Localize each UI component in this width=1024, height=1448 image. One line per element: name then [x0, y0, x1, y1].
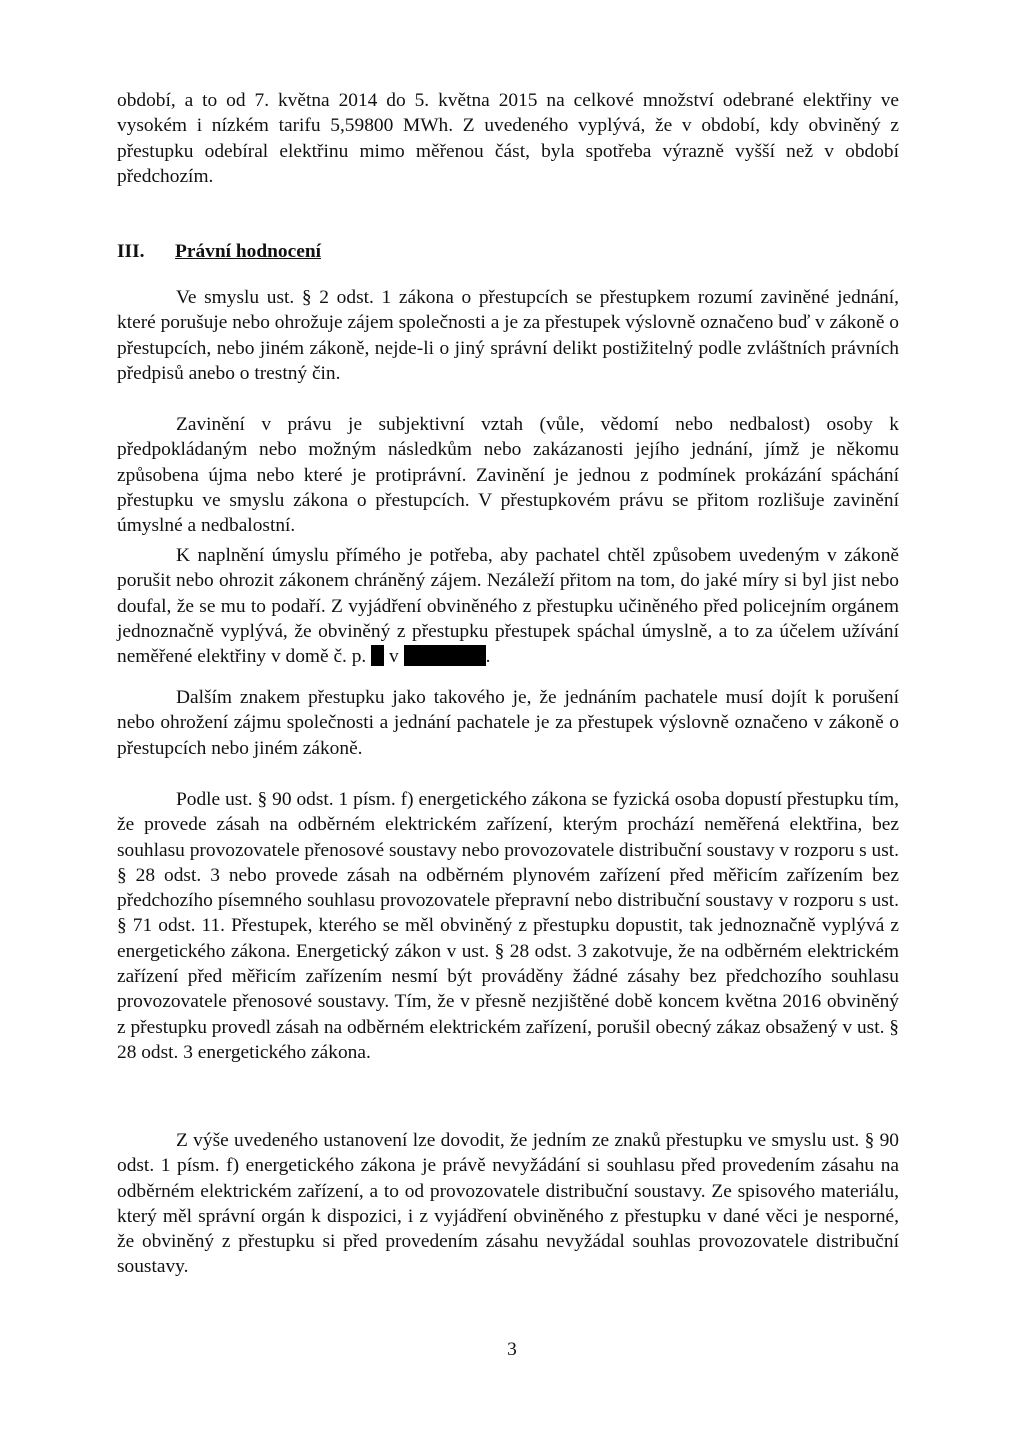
- page-number: 3: [507, 1339, 517, 1360]
- section-heading: [117, 241, 321, 263]
- paragraph-conclusion: Z výše uvedeného ustanovení lze dovodit, že jedním ze znaků přestupku ve smyslu ust. § 90 odst. 1 písm. f) energetického zákona je právě nevyžádání si souhlasu před provedením zásahu na odběrném elektrickém zařízení, a to od provozovatele distribuční soustavy. Ze spisového materiálu, který měl správní orgán k dispozici, i z vyjádření obviněného z přestupku v dané věci je nesporné, že obviněný z přestupku si před provedením zásahu nevyžádal souhlas provozovatele distribuční soustavy.: [117, 1130, 899, 1278]
- paragraph-social-interest: Dalším znakem přestupku jako takového je, že jednáním pachatele musí dojít k porušení nebo ohrožení zájmu společnosti a jednání pachatele je za přestupek výslovně označeno v zákoně o přestupcích nebo jiném zákoně.: [117, 687, 899, 759]
- redaction-block: [371, 645, 384, 666]
- section-number: III.: [117, 241, 145, 262]
- paragraph-consumption: období, a to od 7. května 2014 do 5. května 2015 na celkové množství odebrané elektřiny ve vysokém i nízkém tarifu 5,59800 MWh. Z uvedeného vyplývá, že v období, kdy obviněný z přestupku odebíral elektřinu mimo měřenou část, byla spotřeba výrazně vyšší než v období předchozím.: [117, 90, 899, 187]
- section-title: Právní hodnocení: [175, 241, 321, 262]
- redaction-block: [404, 645, 486, 666]
- paragraph-intent-connector: v: [389, 646, 399, 668]
- paragraph-intent-end: .: [485, 646, 491, 668]
- paragraph-intent: [117, 543, 899, 669]
- paragraph-definition: Ve smyslu ust. § 2 odst. 1 zákona o přestupcích se přestupkem rozumí zaviněné jednání, které porušuje nebo ohrožuje zájem společnosti a je za přestupek výslovně označeno buď v zákoně o přestupcích, nebo jiném zákoně, nejde-li o jiný správní delikt postižitelný podle zvláštních právních předpisů anebo o trestný čin.: [117, 287, 899, 384]
- paragraph-culpability: Zavinění v právu je subjektivní vztah (vůle, vědomí nebo nedbalost) osoby k předpokládaným nebo možným následkům nebo zakázanosti jejího jednání, jímž je někomu způsobena újma nebo které je protiprávní. Zavinění je jednou z podmínek prokázání spáchání přestupku ve smyslu zákona o přestupcích. V přestupkovém právu se přitom rozlišuje zavinění úmyslné a nedbalostní.: [117, 414, 899, 537]
- paragraph-energy-act: Podle ust. § 90 odst. 1 písm. f) energetického zákona se fyzická osoba dopustí přestupku tím, že provede zásah na odběrném elektrickém zařízení, kterým prochází neměřená elektřina, bez souhlasu provozovatele přenosové soustavy nebo provozovatele distribuční soustavy v rozporu s ust. § 28 odst. 3 nebo provede zásah na odběrném plynovém zařízení před měřicím zařízením bez předchozího písemného souhlasu provozovatele přepravní nebo distribuční soustavy v rozporu s ust. § 71 odst. 11. Přestupek, kterého se měl obviněný z přestupku dopustit, tak jednoznačně vyplývá z energetického zákona. Energetický zákon v ust. § 28 odst. 3 zakotvuje, že na odběrném elektrickém zařízení před měřicím zařízením nesmí být prováděny žádné zásahy bez předchozího souhlasu provozovatele přenosové soustavy. Tím, že v přesně nezjištěné době koncem května 2016 obviněný z přestupku provedl zásah na odběrném elektrickém zařízení, porušil obecný zákaz obsažený v ust. § 28 odst. 3 energetického zákona.: [117, 789, 899, 1063]
- paragraph-intent-text: K naplnění úmyslu přímého je potřeba, aby pachatel chtěl způsobem uvedeným v zákoně porušit nebo ohrozit zákonem chráněný zájem. Nezáleží přitom na tom, do jaké míry si byl jist nebo doufal, že se mu to podaří. Z vyjádření obviněného z přestupku učiněného před policejním orgánem jednoznačně vyplývá, že obviněný z přestupku přestupek spáchal úmyslně, a to za účelem užívání neměřené elektřiny v domě č. p.: [117, 545, 899, 668]
